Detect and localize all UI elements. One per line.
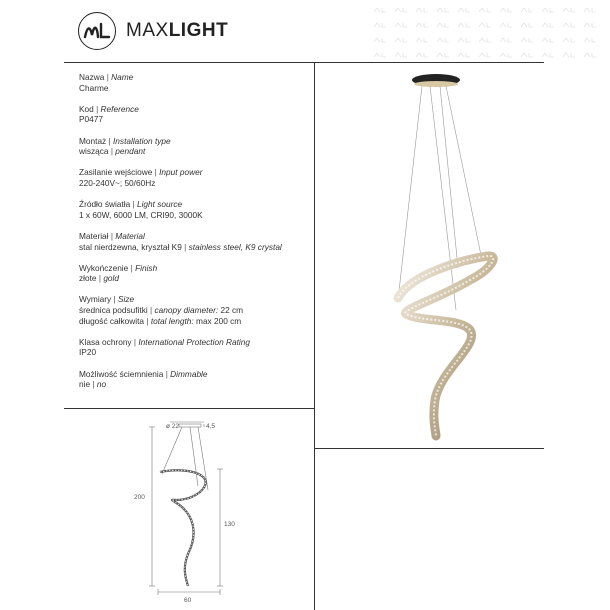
left-section-divider (64, 408, 314, 409)
top-right-divider (314, 62, 544, 63)
dim-width: 60 (184, 597, 192, 604)
column-divider (314, 62, 315, 610)
spec-finish: Wykończenie | Finish złote | gold (79, 262, 158, 284)
right-section-divider (314, 448, 544, 449)
spec-ip-rating: Klasa ochrony | International Protection Rating IP20 (79, 336, 250, 358)
decorative-pattern (368, 0, 610, 62)
dim-canopy-diameter: ø 22 (166, 423, 180, 430)
product-photo (380, 70, 540, 445)
spec-reference: Kod | Reference P0477 (79, 103, 139, 125)
spec-input-power: Zasilanie wejściowe | Input power 220-240V~; 50/60Hz (79, 167, 203, 188)
header (0, 0, 610, 62)
technical-drawing (134, 414, 310, 604)
drawing-canopy (179, 424, 201, 427)
dim-canopy-height: 4,5 (206, 423, 216, 430)
spec-light-source: Źródło światła | Light source 1 x 60W, 6000 LM, CRI90, 3000K (79, 199, 203, 220)
specification-list (79, 72, 309, 400)
dim-total-height: 200 (134, 494, 145, 501)
spec-material: Materiał | Material stal nierdzewna, kryształ K9 | stainless steel, K9 crystal (79, 230, 282, 252)
spec-size: Wymiary | Size średnica podsufitki | canopy diameter: 22 cm długość całkowita | total length: max 200 cm (79, 294, 244, 326)
dim-body-height: 130 (224, 521, 235, 528)
spec-name: Nazwa | Name Charme (79, 72, 134, 93)
brand-name: MAXLIGHT (126, 20, 229, 41)
spec-installation: Montaż | Installation type wisząca | pendant (79, 135, 171, 157)
brand-logo-icon (78, 12, 116, 50)
spec-dimmable: Możliwość ściemnienia | Dimmable nie | no (79, 368, 208, 390)
drawing-spiral (160, 470, 206, 586)
